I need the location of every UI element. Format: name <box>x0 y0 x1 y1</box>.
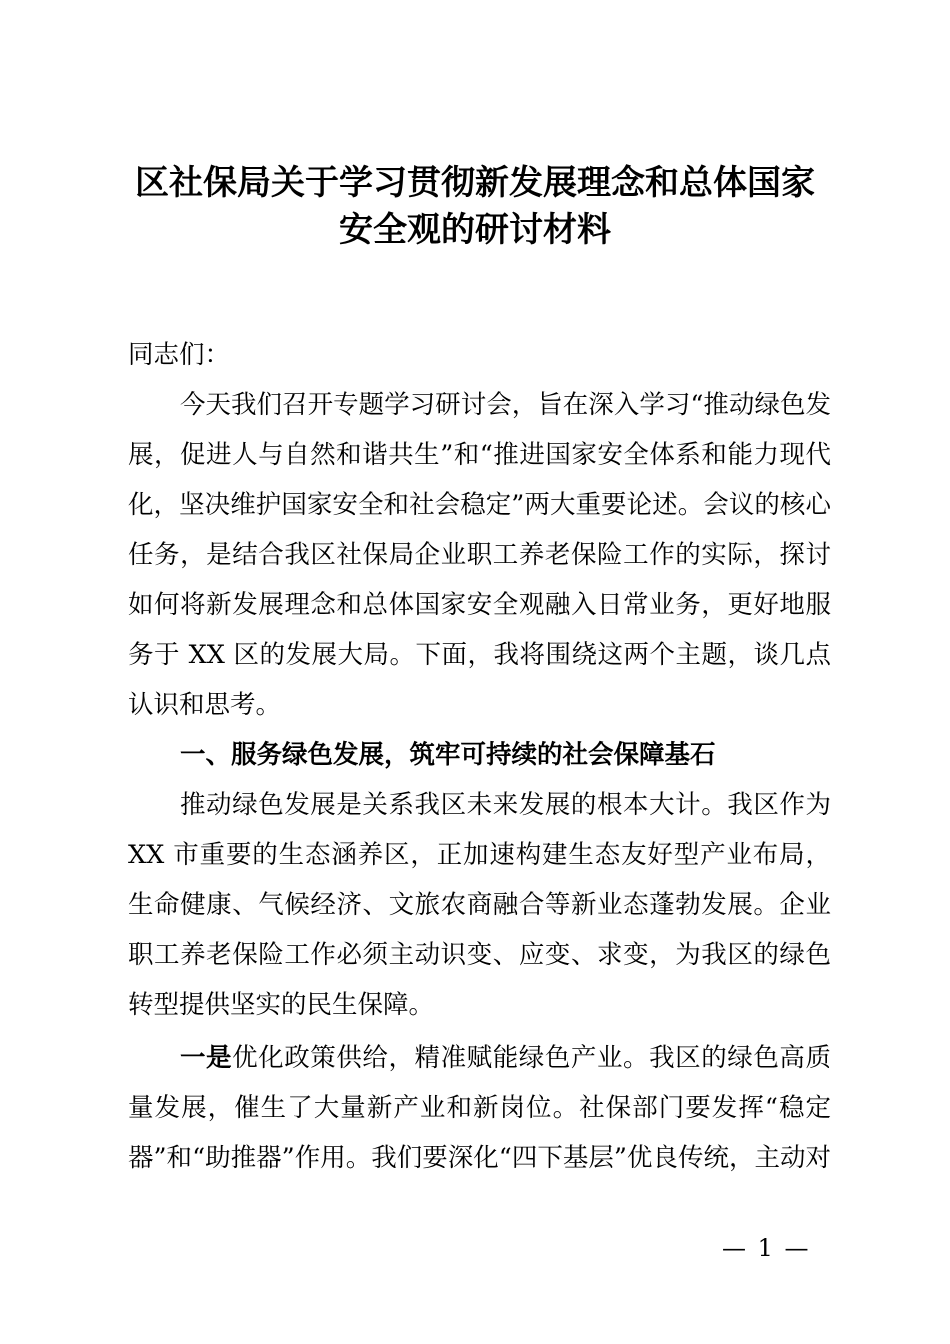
text-line: 量发展，催生了大量新产业和新岗位。社保部门要发挥“稳定 <box>128 1093 831 1123</box>
paragraph-green <box>128 780 831 1030</box>
text-line: 职工养老保险工作必须主动识变、应变、求变，为我区的绿色 <box>128 940 831 970</box>
text-line: 展，促进人与自然和谐共生”和“推进国家安全体系和能力现代 <box>128 440 831 470</box>
text-line: 认识和思考。 <box>128 690 282 720</box>
text-line: 如何将新发展理念和总体国家安全观融入日常业务，更好地服 <box>128 590 831 620</box>
text-line: 务于 XX 区的发展大局。下面，我将围绕这两个主题，谈几点 <box>128 640 831 670</box>
text-line: 生命健康、气候经济、文旅农商融合等新业态蓬勃发展。企业 <box>128 890 831 920</box>
salutation: 同志们： <box>128 340 231 370</box>
title-line: 安全观的研讨材料 <box>339 210 611 250</box>
text-run: 优化政策供给，精准赋能绿色产业。我区的绿色高质 <box>232 1043 831 1073</box>
text-line <box>128 1033 831 1083</box>
section-heading: 一、服务绿色发展，筑牢可持续的社会保障基石 <box>180 740 716 770</box>
paragraph-policy <box>128 1033 831 1183</box>
title-line: 区社保局关于学习贯彻新发展理念和总体国家 <box>135 163 815 203</box>
text-line: 化，坚决维护国家安全和社会稳定”两大重要论述。会议的核心 <box>128 490 831 520</box>
paragraph-intro <box>128 380 831 730</box>
document-body <box>128 330 831 1183</box>
text-line: 任务，是结合我区社保局企业职工养老保险工作的实际，探讨 <box>128 540 831 570</box>
text-line: XX 市重要的生态涵养区，正加速构建生态友好型产业布局， <box>128 840 831 870</box>
document-title <box>100 160 850 254</box>
text-line: 推动绿色发展是关系我区未来发展的根本大计。我区作为 <box>180 790 831 820</box>
page-number: — 1 — <box>722 1234 811 1262</box>
lead-phrase: 一是 <box>180 1043 233 1073</box>
text-line: 今天我们召开专题学习研讨会，旨在深入学习“推动绿色发 <box>180 390 831 420</box>
text-line: 转型提供坚实的民生保障。 <box>128 990 435 1020</box>
text-line: 器”和“助推器”作用。我们要深化“四下基层”优良传统，主动对 <box>128 1143 831 1173</box>
